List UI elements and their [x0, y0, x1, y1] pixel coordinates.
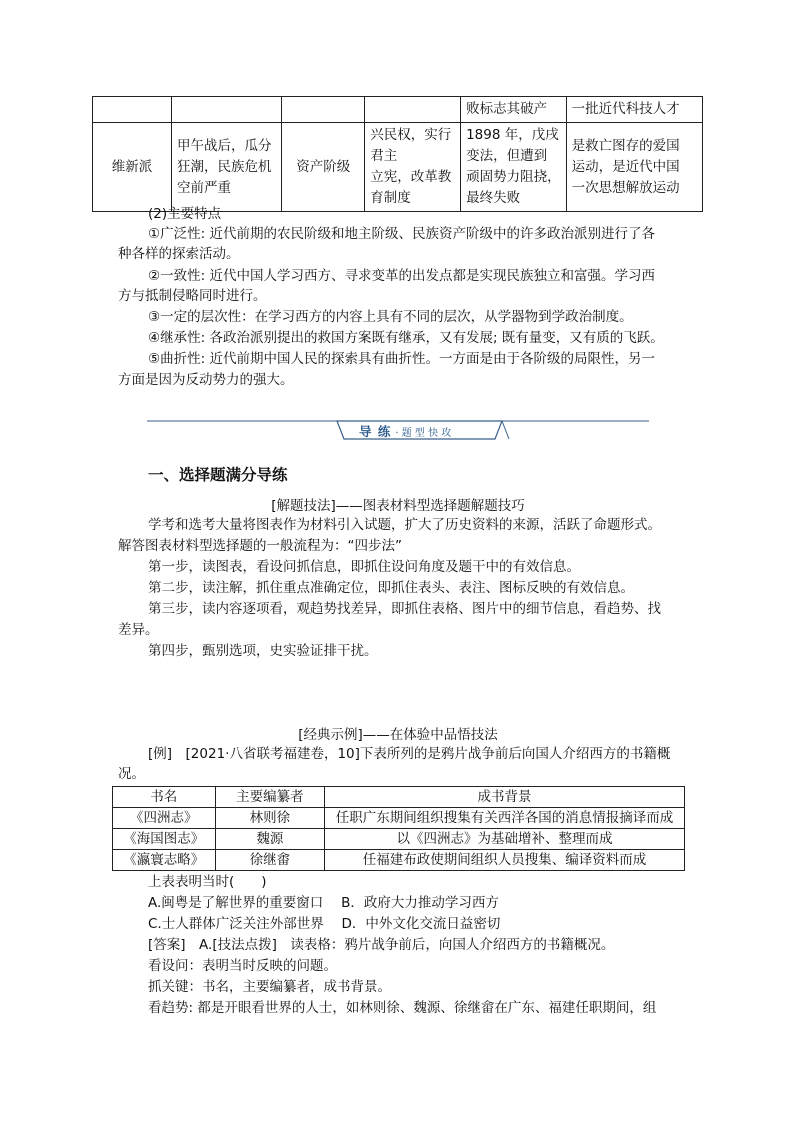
table-row: [93, 97, 703, 123]
paragraph-line: 第二步，读注解，抓住重点准确定位，即抓住表头、表注、图标反映的有效信息。: [148, 580, 634, 596]
header-cell: 成书背景: [325, 787, 685, 808]
table-cell: 林则徐: [215, 808, 324, 829]
table-cell: [282, 97, 365, 123]
significance-cell: 是救亡图存的爱国 运动，是近代中国 一次思想解放运动: [566, 123, 702, 212]
question-line: 况。: [118, 766, 145, 782]
paragraph-line: 种各样的探索活动。: [118, 246, 240, 262]
table-row: [113, 829, 685, 850]
table-row: [113, 850, 685, 871]
table-row: [93, 123, 703, 212]
table-cell: 败标志其破产: [461, 97, 567, 123]
paragraph-line: 第三步，读内容逐项看，观趋势找差异，即抓住表格、图片中的细节信息，看趋势、找: [148, 601, 661, 617]
answer-line: 抓关键：书名，主要编纂者，成书背景。: [148, 979, 391, 995]
class-cell: 资产阶级: [282, 123, 365, 212]
table-cell: [365, 97, 461, 123]
option-line: A.闽粤是了解世界的重要窗口 B．政府大力推动学习西方: [148, 895, 499, 911]
table-cell: 《四洲志》: [113, 808, 216, 829]
option-line: C.士人群体广泛关注外部世界 D．中外文化交流日益密切: [148, 916, 501, 932]
books-table: [112, 786, 685, 871]
table-row: [113, 808, 685, 829]
paragraph-line: ④继承性: 各政治派别提出的救国方案既有继承，又有发展; 既有量变，又有质的飞跃。: [148, 330, 664, 346]
question-line: [例] [2021·八省联考福建卷，10]下表所列的是鸦片战争前后向国人介绍西方的书籍概: [148, 746, 671, 762]
paragraph-line: 差异。: [118, 622, 159, 638]
paragraph-line: ③一定的层次性：在学习西方的内容上具有不同的层次，从学器物到学政治制度。: [148, 309, 633, 325]
faction-cell: 维新派: [93, 123, 172, 212]
section-banner: [147, 420, 649, 442]
table-cell: 《海国图志》: [113, 829, 216, 850]
background-cell: 甲午战后，瓜分 狂潮，民族危机 空前严重: [172, 123, 282, 212]
paragraph-line: ②一致性: 近代中国人学习西方、寻求变革的出发点都是实现民族独立和富强。学习西: [148, 268, 655, 284]
table-cell: 《瀛寰志略》: [113, 850, 216, 871]
table-cell: 任职广东期间组织搜集有关西洋各国的消息情报摘译而成: [325, 808, 685, 829]
table-cell: [93, 97, 172, 123]
reform-table: [92, 96, 703, 212]
table-cell: 以《四洲志》为基础增补、整理而成: [325, 829, 685, 850]
answer-line: [答案] A.[技法点拨] 读表格：鸦片战争前后，向国人介绍西方的书籍概况。: [148, 937, 615, 953]
result-cell: 1898 年，戊戌 变法，但遭到 顽固势力阻挠， 最终失败: [461, 123, 567, 212]
section-heading: 一、选择题满分导练: [148, 466, 288, 484]
paragraph-line: 方与抵制侵略同时进行。: [118, 288, 267, 304]
banner-sub: · 题 型 快 攻: [395, 428, 452, 439]
technique-title: [解题技法]——图表材料型选择题解题技巧: [271, 498, 525, 514]
table-cell: 任福建布政使期间组织人员搜集、编译资料而成: [325, 850, 685, 871]
paragraph-line: 第四步，甄别选项，史实验证排干扰。: [148, 643, 378, 659]
header-cell: 主要编纂者: [215, 787, 324, 808]
banner-main: 导 练: [359, 424, 392, 439]
table-cell: [172, 97, 282, 123]
proposal-cell: 兴民权，实行 君主 立宪，改革教 育制度: [365, 123, 461, 212]
paragraph-line: ①广泛性: 近代前期的农民阶级和地主阶级、民族资产阶级中的许多政治派别进行了各: [148, 226, 655, 242]
table-cell: 魏源: [215, 829, 324, 850]
table-cell: 徐继畬: [215, 850, 324, 871]
paragraph-line: 解答图表材料型选择题的一般流程为：“四步法”: [118, 538, 402, 554]
paragraph-line: 学考和选考大量将图表作为材料引入试题，扩大了历史资料的来源，活跃了命题形式。: [148, 517, 661, 533]
header-cell: 书名: [113, 787, 216, 808]
answer-line: 看趋势: 都是开眼看世界的人士，如林则徐、魏源、徐继畲在广东、福建任职期间，组: [148, 1000, 657, 1016]
answer-line: 看设问：表明当时反映的问题。: [148, 958, 337, 974]
paragraph-line: 第一步，读图表，看设问抓信息，即抓住设问角度及题干中的有效信息。: [148, 559, 580, 575]
features-title: (2)主要特点: [148, 206, 222, 222]
paragraph-line: 方面是因为反动势力的强大。: [118, 372, 294, 388]
table-cell: 一批近代科技人才: [566, 97, 702, 123]
question-stem: 上表表明当时( ): [148, 874, 267, 890]
example-title: [经典示例]——在体验中品悟技法: [298, 727, 498, 743]
paragraph-line: ⑤曲折性: 近代前期中国人民的探索具有曲折性。一方面是由于各阶级的局限性，另一: [148, 351, 655, 367]
table-header-row: [113, 787, 685, 808]
